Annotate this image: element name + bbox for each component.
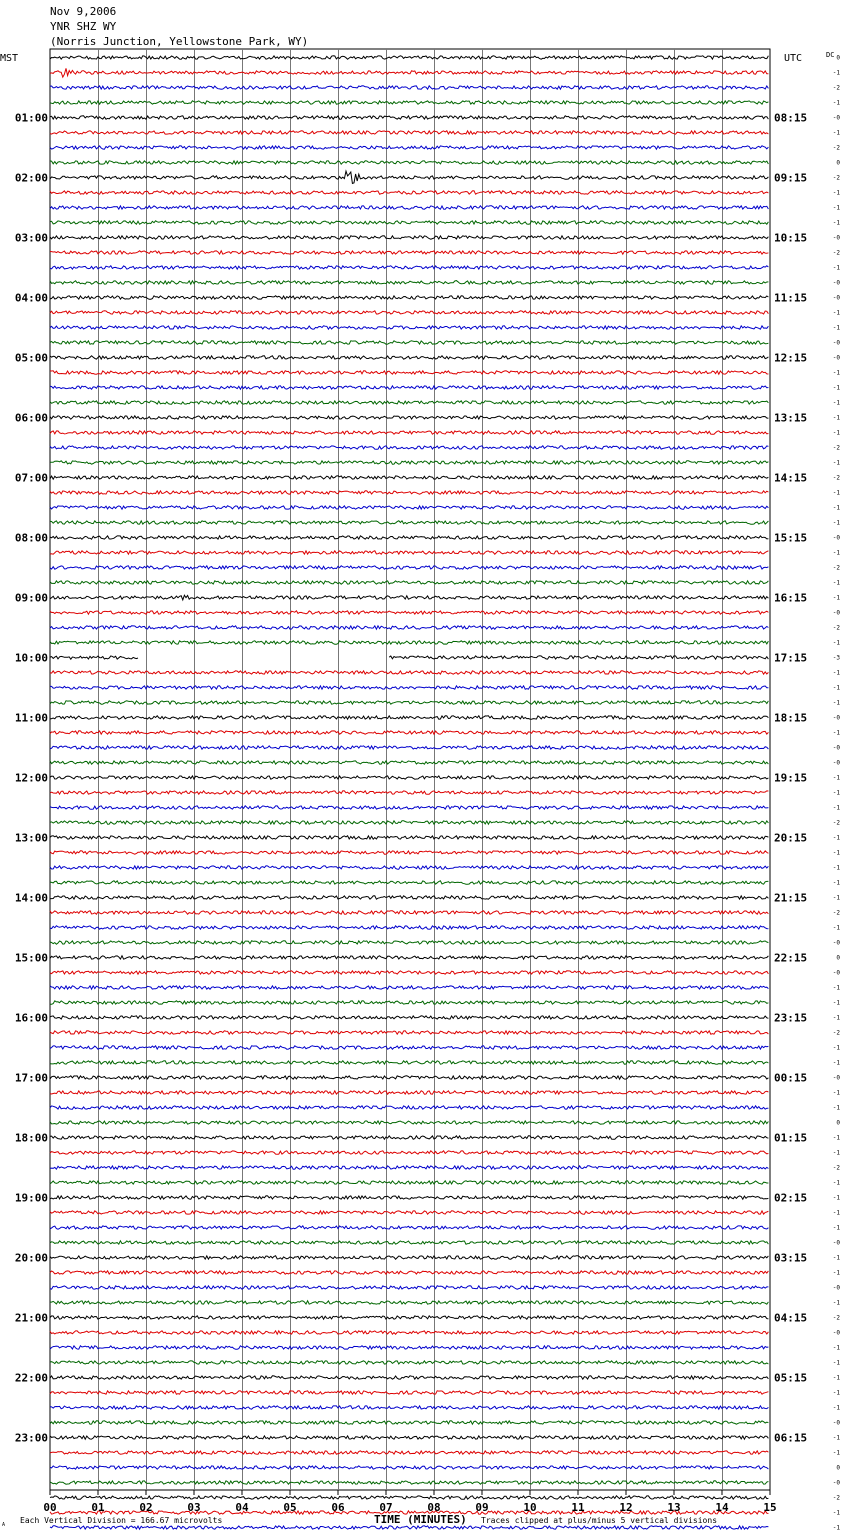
mst-hour-label: 14:00 bbox=[14, 891, 48, 905]
dc-offset-label: -1 bbox=[832, 189, 840, 197]
seismic-trace bbox=[50, 1181, 768, 1184]
seismic-trace bbox=[50, 341, 768, 344]
seismic-trace bbox=[50, 1196, 768, 1199]
seismic-trace bbox=[50, 1526, 768, 1529]
seismic-trace bbox=[50, 371, 768, 374]
seismic-trace bbox=[50, 251, 768, 254]
seismic-trace bbox=[50, 776, 768, 779]
dc-offset-label: -1 bbox=[832, 384, 840, 392]
x-tick-label: 03 bbox=[187, 1501, 201, 1514]
mst-hour-label: 18:00 bbox=[14, 1131, 48, 1145]
dc-offset-label: -1 bbox=[832, 1299, 840, 1307]
mst-hour-label: 11:00 bbox=[14, 711, 48, 725]
dc-offset-label: -0 bbox=[832, 279, 840, 287]
seismic-trace bbox=[50, 101, 768, 104]
seismic-trace bbox=[50, 116, 768, 119]
seismic-trace bbox=[50, 626, 768, 629]
dc-offset-label: -1 bbox=[832, 489, 840, 497]
x-tick-label: 07 bbox=[379, 1501, 393, 1514]
plot-frame bbox=[50, 49, 770, 1490]
mst-hour-label: 02:00 bbox=[14, 171, 48, 185]
seismic-trace bbox=[50, 716, 768, 719]
mst-hour-label: 01:00 bbox=[14, 111, 48, 125]
dc-offset-label: -1 bbox=[832, 729, 840, 737]
seismic-trace bbox=[50, 791, 768, 794]
dc-offset-label: -1 bbox=[832, 1509, 840, 1517]
utc-hour-label: 04:15 bbox=[774, 1311, 808, 1325]
seismic-trace bbox=[50, 1496, 768, 1499]
chart-date: Nov 9,2006 bbox=[50, 5, 117, 18]
dc-offset-label: -2 bbox=[832, 1494, 840, 1502]
corner-mark: A bbox=[2, 1522, 6, 1528]
mst-hour-label: 13:00 bbox=[14, 831, 48, 845]
dc-offset-label: -1 bbox=[832, 549, 840, 557]
utc-hour-label: 09:15 bbox=[774, 171, 808, 185]
seismic-trace bbox=[50, 941, 768, 944]
dc-offset-label: -0 bbox=[832, 1329, 840, 1337]
dc-offset-label: -1 bbox=[832, 309, 840, 317]
x-tick-label: 00 bbox=[43, 1501, 57, 1514]
seismic-trace bbox=[50, 206, 768, 209]
seismic-trace bbox=[50, 221, 768, 224]
dc-offset-label: -0 bbox=[832, 234, 840, 242]
utc-hour-label: 13:15 bbox=[774, 411, 808, 425]
dc-offset-label: -0 bbox=[832, 534, 840, 542]
seismic-trace bbox=[50, 1451, 768, 1454]
right-timezone-label: UTC bbox=[784, 53, 803, 64]
seismic-trace bbox=[50, 1481, 768, 1484]
dc-offset-label: -1 bbox=[832, 774, 840, 782]
seismic-trace bbox=[50, 506, 768, 509]
mst-hour-label: 06:00 bbox=[14, 411, 48, 425]
dc-offset-label: -1 bbox=[832, 204, 840, 212]
seismic-trace bbox=[50, 68, 768, 77]
seismic-trace bbox=[50, 1361, 768, 1364]
dc-offset-label: -0 bbox=[832, 294, 840, 302]
utc-hour-label: 19:15 bbox=[774, 771, 808, 785]
mst-hour-label: 09:00 bbox=[14, 591, 48, 605]
x-tick-label: 10 bbox=[523, 1501, 537, 1514]
utc-hour-label: 08:15 bbox=[774, 111, 808, 125]
dc-offset-label: -1 bbox=[832, 1374, 840, 1382]
seismic-trace bbox=[50, 671, 768, 674]
chart-title: YNR SHZ WY bbox=[50, 20, 117, 33]
utc-hour-label: 01:15 bbox=[774, 1131, 808, 1145]
seismic-trace bbox=[50, 1466, 768, 1469]
seismic-trace bbox=[50, 1166, 768, 1169]
dc-offset-label: -1 bbox=[832, 414, 840, 422]
dc-offset-label: -1 bbox=[832, 984, 840, 992]
x-tick-label: 02 bbox=[139, 1501, 153, 1514]
seismic-trace bbox=[50, 836, 768, 839]
utc-hour-label: 06:15 bbox=[774, 1431, 808, 1445]
mst-hour-label: 05:00 bbox=[14, 351, 48, 365]
seismic-trace bbox=[50, 1016, 768, 1019]
dc-offset-label: -1 bbox=[832, 324, 840, 332]
seismic-trace bbox=[50, 971, 768, 974]
seismic-trace bbox=[50, 461, 768, 464]
dc-offset-label: -2 bbox=[832, 474, 840, 482]
seismic-trace bbox=[50, 641, 768, 644]
seismic-trace bbox=[50, 1256, 768, 1259]
seismic-trace bbox=[50, 131, 768, 134]
dc-offset-label: -1 bbox=[832, 459, 840, 467]
utc-hour-label: 16:15 bbox=[774, 591, 808, 605]
mst-hour-label: 15:00 bbox=[14, 951, 48, 965]
dc-offset-label: -1 bbox=[832, 399, 840, 407]
dc-offset-label: 0 bbox=[836, 159, 840, 167]
seismic-trace bbox=[50, 1076, 768, 1079]
dc-offset-label: -0 bbox=[832, 1284, 840, 1292]
seismic-trace bbox=[50, 821, 768, 824]
dc-offset-label: -1 bbox=[832, 1149, 840, 1157]
utc-hour-label: 11:15 bbox=[774, 291, 808, 305]
seismic-trace bbox=[50, 911, 768, 914]
mst-hour-label: 04:00 bbox=[14, 291, 48, 305]
dc-offset-label: -1 bbox=[832, 1434, 840, 1442]
x-tick-label: 11 bbox=[571, 1501, 585, 1514]
dc-offset-label: -0 bbox=[832, 1419, 840, 1427]
mst-hour-label: 08:00 bbox=[14, 531, 48, 545]
dc-offset-label: -0 bbox=[832, 744, 840, 752]
x-tick-label: 08 bbox=[427, 1501, 441, 1514]
seismic-trace bbox=[50, 1001, 768, 1004]
seismic-trace bbox=[50, 1301, 768, 1304]
dc-offset-label: -2 bbox=[832, 444, 840, 452]
x-tick-label: 14 bbox=[715, 1501, 729, 1514]
dc-offset-label: -1 bbox=[832, 1044, 840, 1052]
seismic-trace bbox=[50, 56, 768, 59]
dc-offset-label: -1 bbox=[832, 669, 840, 677]
seismic-trace bbox=[50, 1346, 768, 1349]
seismic-trace bbox=[50, 1436, 768, 1439]
dc-offset-label: -1 bbox=[832, 789, 840, 797]
seismic-trace bbox=[50, 1046, 768, 1049]
seismic-trace bbox=[50, 1406, 768, 1409]
dc-offset-label: -0 bbox=[832, 339, 840, 347]
seismic-trace bbox=[50, 281, 768, 285]
utc-hour-label: 21:15 bbox=[774, 891, 808, 905]
utc-hour-label: 15:15 bbox=[774, 531, 808, 545]
mst-hour-label: 19:00 bbox=[14, 1191, 48, 1205]
dc-offset-label: -1 bbox=[832, 129, 840, 137]
utc-hour-label: 20:15 bbox=[774, 831, 808, 845]
seismic-trace bbox=[50, 1136, 768, 1139]
dc-offset-label: -1 bbox=[832, 1209, 840, 1217]
dc-offset-label: -0 bbox=[832, 114, 840, 122]
seismic-trace bbox=[50, 521, 768, 524]
dc-offset-label: -2 bbox=[832, 564, 840, 572]
seismic-trace bbox=[50, 1211, 768, 1214]
dc-offset-label: -0 bbox=[832, 939, 840, 947]
seismic-trace bbox=[50, 1421, 768, 1424]
dc-offset-label: -1 bbox=[832, 429, 840, 437]
seismic-trace bbox=[50, 446, 768, 449]
dc-offset-label: -0 bbox=[832, 1239, 840, 1247]
dc-offset-label: -1 bbox=[832, 1104, 840, 1112]
dc-offset-label: -1 bbox=[832, 879, 840, 887]
seismic-trace bbox=[50, 1271, 768, 1274]
dc-offset-label: -1 bbox=[832, 699, 840, 707]
utc-hour-label: 02:15 bbox=[774, 1191, 808, 1205]
dc-offset-label: -1 bbox=[832, 1254, 840, 1262]
seismic-trace bbox=[50, 701, 768, 704]
chart-subtitle: (Norris Junction, Yellowstone Park, WY) bbox=[50, 35, 309, 48]
seismic-trace bbox=[50, 1241, 768, 1244]
utc-hour-label: 05:15 bbox=[774, 1371, 808, 1385]
dc-offset-label: -1 bbox=[832, 1449, 840, 1457]
dc-offset-label: -2 bbox=[832, 144, 840, 152]
utc-hour-label: 10:15 bbox=[774, 231, 808, 245]
seismic-trace bbox=[50, 986, 768, 989]
dc-offset-label: -3 bbox=[832, 654, 840, 662]
dc-offset-label: -1 bbox=[832, 369, 840, 377]
seismic-trace bbox=[50, 386, 768, 389]
seismic-trace bbox=[50, 746, 768, 749]
mst-hour-label: 17:00 bbox=[14, 1071, 48, 1085]
dc-offset-label: -0 bbox=[832, 714, 840, 722]
seismic-trace bbox=[50, 311, 768, 314]
dc-offset-label: -1 bbox=[832, 1134, 840, 1142]
dc-offset-label: -1 bbox=[832, 1224, 840, 1232]
dc-offset-label: -1 bbox=[832, 1179, 840, 1187]
seismic-trace bbox=[50, 416, 768, 419]
dc-offset-label: -1 bbox=[832, 219, 840, 227]
mst-hour-label: 12:00 bbox=[14, 771, 48, 785]
x-tick-label: 05 bbox=[283, 1501, 297, 1514]
dc-offset-label: -1 bbox=[832, 1344, 840, 1352]
dc-offset-label: -1 bbox=[832, 1014, 840, 1022]
x-tick-label: 12 bbox=[619, 1501, 633, 1514]
dc-offset-label: -1 bbox=[832, 639, 840, 647]
dc-offset-label: -1 bbox=[832, 1089, 840, 1097]
mst-hour-label: 16:00 bbox=[14, 1011, 48, 1025]
dc-offset-label: -1 bbox=[832, 1404, 840, 1412]
seismic-trace bbox=[50, 161, 768, 164]
seismic-trace bbox=[50, 926, 768, 929]
dc-offset-label: -1 bbox=[832, 1194, 840, 1202]
dc-offset-label: -1 bbox=[832, 894, 840, 902]
dc-offset-label: -1 bbox=[832, 804, 840, 812]
dc-offset-label: 0 bbox=[836, 1464, 840, 1472]
dc-offset-label: -1 bbox=[832, 1059, 840, 1067]
mst-hour-label: 10:00 bbox=[14, 651, 48, 665]
seismic-trace bbox=[50, 491, 768, 494]
seismic-trace bbox=[50, 1316, 768, 1319]
seismic-trace bbox=[50, 266, 768, 269]
seismic-trace bbox=[50, 326, 768, 329]
seismic-trace bbox=[50, 611, 768, 614]
dc-offset-label: -1 bbox=[832, 924, 840, 932]
dc-offset-label: -2 bbox=[832, 624, 840, 632]
seismic-trace bbox=[50, 1091, 768, 1094]
x-tick-label: 15 bbox=[763, 1501, 777, 1514]
seismic-trace bbox=[50, 146, 768, 149]
seismic-trace bbox=[50, 296, 768, 299]
seismic-trace bbox=[50, 356, 768, 359]
seismic-trace bbox=[50, 431, 768, 434]
utc-hour-label: 18:15 bbox=[774, 711, 808, 725]
dc-offset-label: -1 bbox=[832, 594, 840, 602]
dc-offset-label: -1 bbox=[832, 864, 840, 872]
dc-offset-label: -1 bbox=[832, 1359, 840, 1367]
mst-hour-label: 20:00 bbox=[14, 1251, 48, 1265]
seismic-trace bbox=[50, 686, 768, 689]
dc-offset-label: -1 bbox=[832, 1269, 840, 1277]
mst-hour-label: 23:00 bbox=[14, 1431, 48, 1445]
mst-hour-label: 03:00 bbox=[14, 231, 48, 245]
dc-offset-label: -1 bbox=[832, 99, 840, 107]
dc-offset-label: 0 bbox=[836, 954, 840, 962]
dc-offset-label: -2 bbox=[832, 1164, 840, 1172]
dc-offset-label: -2 bbox=[832, 249, 840, 257]
mst-hour-label: 22:00 bbox=[14, 1371, 48, 1385]
dc-offset-label: -1 bbox=[832, 69, 840, 77]
dc-offset-label: -2 bbox=[832, 1314, 840, 1322]
dc-offset-label: -1 bbox=[832, 834, 840, 842]
dc-offset-label: -2 bbox=[832, 84, 840, 92]
utc-hour-label: 03:15 bbox=[774, 1251, 808, 1265]
x-axis-title: TIME (MINUTES) bbox=[374, 1513, 467, 1526]
x-tick-label: 01 bbox=[91, 1501, 105, 1514]
x-tick-label: 06 bbox=[331, 1501, 345, 1514]
utc-hour-label: 12:15 bbox=[774, 351, 808, 365]
utc-hour-label: 23:15 bbox=[774, 1011, 808, 1025]
x-tick-label: 13 bbox=[667, 1501, 681, 1514]
left-timezone-label: MST bbox=[0, 53, 19, 64]
seismic-trace bbox=[50, 806, 768, 809]
dc-column-header: DC bbox=[826, 51, 835, 59]
seismic-trace bbox=[50, 1061, 768, 1064]
dc-offset-label: -1 bbox=[832, 1389, 840, 1397]
seismic-trace bbox=[50, 171, 768, 183]
seismic-trace bbox=[50, 731, 768, 734]
x-tick-label: 04 bbox=[235, 1501, 249, 1514]
dc-offset-label: -0 bbox=[832, 609, 840, 617]
dc-offset-label: -1 bbox=[832, 264, 840, 272]
utc-hour-label: 17:15 bbox=[774, 651, 808, 665]
dc-offset-label: -2 bbox=[832, 1029, 840, 1037]
seismic-trace bbox=[50, 656, 138, 659]
seismic-trace bbox=[50, 1331, 768, 1334]
seismic-trace bbox=[50, 191, 768, 194]
dc-offset-label: -1 bbox=[832, 684, 840, 692]
utc-hour-label: 00:15 bbox=[774, 1071, 808, 1085]
dc-offset-label: 0 bbox=[836, 1119, 840, 1127]
clip-note: Traces clipped at plus/minus 5 vertical divisions bbox=[481, 1516, 718, 1525]
seismic-trace bbox=[50, 595, 768, 600]
seismic-trace bbox=[50, 956, 768, 959]
seismic-trace bbox=[50, 551, 768, 554]
scale-note: Each Vertical Division = 166.67 microvolts bbox=[20, 1516, 223, 1525]
seismic-trace bbox=[50, 1151, 768, 1154]
dc-offset-label: -2 bbox=[832, 819, 840, 827]
seismic-trace bbox=[50, 86, 768, 89]
seismic-trace bbox=[50, 851, 768, 854]
dc-offset-label: -1 bbox=[832, 999, 840, 1007]
dc-offset-label: -1 bbox=[832, 579, 840, 587]
utc-hour-label: 22:15 bbox=[774, 951, 808, 965]
dc-offset-label: -2 bbox=[832, 174, 840, 182]
seismic-trace bbox=[50, 401, 768, 404]
seismic-trace bbox=[50, 1286, 768, 1289]
seismic-trace bbox=[50, 1031, 768, 1034]
seismic-trace bbox=[50, 1226, 768, 1229]
seismic-trace bbox=[50, 896, 768, 899]
seismic-trace bbox=[50, 476, 768, 479]
dc-offset-label: -1 bbox=[832, 1524, 840, 1532]
dc-offset-label: -1 bbox=[832, 849, 840, 857]
dc-offset-label: -0 bbox=[832, 759, 840, 767]
seismic-trace bbox=[50, 536, 768, 539]
seismic-trace bbox=[50, 866, 768, 869]
seismic-trace bbox=[50, 566, 768, 569]
seismic-trace bbox=[50, 1376, 768, 1379]
utc-hour-label: 14:15 bbox=[774, 471, 808, 485]
seismic-trace bbox=[50, 1106, 768, 1109]
seismic-trace bbox=[50, 236, 768, 239]
mst-hour-label: 21:00 bbox=[14, 1311, 48, 1325]
mst-hour-label: 07:00 bbox=[14, 471, 48, 485]
seismic-trace bbox=[50, 761, 768, 764]
dc-offset-label: -0 bbox=[832, 969, 840, 977]
seismic-trace bbox=[50, 881, 768, 884]
x-tick-label: 09 bbox=[475, 1501, 489, 1514]
dc-offset-label: -0 bbox=[832, 1479, 840, 1487]
seismic-trace bbox=[50, 1121, 768, 1124]
dc-offset-label: -0 bbox=[832, 1074, 840, 1082]
seismic-trace bbox=[50, 581, 768, 584]
seismic-trace bbox=[50, 1391, 768, 1394]
dc-offset-label: -2 bbox=[832, 909, 840, 917]
dc-offset-label: 0 bbox=[836, 54, 840, 62]
dc-offset-label: -0 bbox=[832, 354, 840, 362]
dc-offset-label: -1 bbox=[832, 519, 840, 527]
dc-offset-label: -1 bbox=[832, 504, 840, 512]
